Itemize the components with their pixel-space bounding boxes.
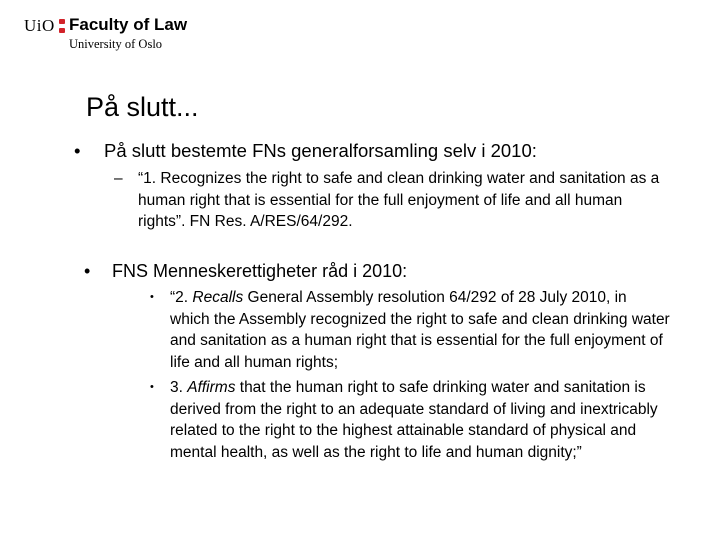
bullet-icon: • [150, 291, 154, 303]
slide-title: På slutt... [86, 92, 199, 122]
logo-university: University of Oslo [69, 37, 163, 51]
emphasis-affirms: Affirms [187, 379, 236, 396]
bullet-icon: • [150, 381, 154, 393]
bullet-2-text: FNS Menneskerettigheter råd i 2010: [112, 261, 408, 281]
bullet-2-sub-1-text: “2. Recalls General Assembly resolution 64/292 of 28 July 2010, in which the Assembly recognized the right to safe and clean drinking water and sanitation as a human right that is essential for the full enjoyment of life and all human rights; [170, 289, 670, 371]
logo-colon-icon [59, 19, 65, 33]
emphasis-recalls: Recalls [192, 289, 244, 306]
logo-faculty: Faculty of Law [69, 15, 188, 34]
bullet-icon: • [84, 261, 91, 281]
bullet-2-sub-2-text: 3. Affirms that the human right to safe drinking water and sanitation is derived from the right to an adequate standard of living and inextricably related to the right to the highest attainable standard of physical and mental health, as well as the right to life and human dignity;” [170, 379, 658, 461]
bullet-1-text: På slutt bestemte FNs generalforsamling selv i 2010: [104, 140, 537, 161]
bullet-1-sub-text: “1. Recognizes the right to safe and clean drinking water and sanitation as a human right that is essential for the full enjoyment of life and all human rights”. FN Res. A/RES/64/292. [138, 170, 660, 230]
dash-icon: – [114, 170, 123, 187]
logo-uio: UiO [24, 16, 55, 35]
bullet-icon: • [74, 140, 81, 161]
